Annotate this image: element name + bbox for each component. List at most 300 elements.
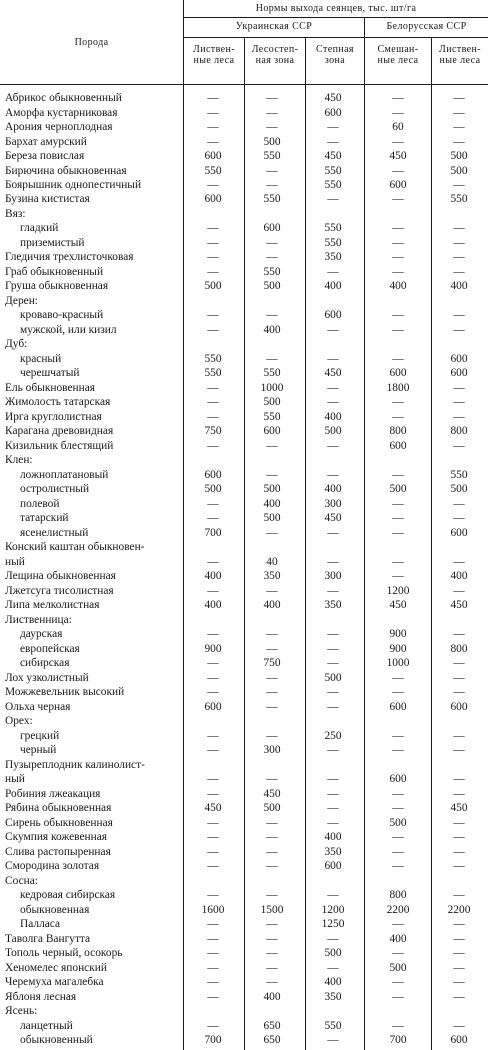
table-row bbox=[0, 773, 488, 786]
norm-value-cell: — bbox=[266, 628, 278, 641]
subheader-ukr-steppe: Степная зона bbox=[316, 44, 354, 66]
norm-value-cell: — bbox=[453, 947, 465, 959]
table-row bbox=[0, 802, 488, 815]
table-row bbox=[0, 440, 488, 453]
table-row bbox=[0, 817, 488, 830]
table-row bbox=[0, 556, 488, 569]
species-name: обыкновенный bbox=[20, 1034, 93, 1046]
species-name: Лиственница: bbox=[5, 613, 72, 626]
norm-value-cell: — bbox=[207, 990, 219, 1003]
norm-value-cell: — bbox=[453, 990, 465, 1003]
norm-value-cell: 600 bbox=[263, 425, 281, 438]
norm-value-cell: — bbox=[207, 309, 219, 322]
table-row bbox=[0, 947, 488, 960]
norm-value-cell: 900 bbox=[389, 642, 407, 655]
species-name: Дуб: bbox=[5, 338, 28, 351]
norm-value-cell: — bbox=[207, 744, 219, 757]
norm-value-cell: — bbox=[327, 526, 339, 539]
norm-value-cell: 400 bbox=[204, 599, 222, 612]
norm-value-cell: 600 bbox=[324, 309, 342, 322]
norm-value-cell: — bbox=[266, 121, 278, 133]
table-row bbox=[0, 498, 488, 511]
table-row bbox=[0, 628, 488, 641]
norm-value-cell: — bbox=[207, 179, 219, 191]
norm-value-cell: 400 bbox=[324, 831, 342, 844]
table-row bbox=[0, 831, 488, 844]
species-name: Арония черноплодная bbox=[5, 121, 113, 133]
norm-value-cell: — bbox=[392, 309, 404, 322]
norm-value-cell: — bbox=[207, 323, 219, 336]
norm-value-cell: 500 bbox=[389, 961, 407, 974]
norm-value-cell: 550 bbox=[263, 367, 281, 380]
species-name: черешчатый bbox=[20, 367, 80, 380]
norm-value-cell: — bbox=[327, 439, 339, 452]
norm-value-cell: 550 bbox=[450, 468, 468, 481]
norm-value-cell: — bbox=[266, 309, 278, 322]
norm-value-cell: — bbox=[266, 686, 278, 699]
norm-value-cell: — bbox=[453, 92, 465, 104]
norm-value-cell: — bbox=[266, 860, 278, 873]
norm-value-cell: — bbox=[327, 468, 339, 481]
table-row bbox=[0, 614, 488, 627]
norm-value-cell: — bbox=[453, 860, 465, 873]
norm-value-cell: 800 bbox=[389, 425, 407, 438]
norm-value-cell: 450 bbox=[450, 599, 468, 612]
norm-value-cell: 450 bbox=[389, 599, 407, 612]
species-name: Груша обыкновенная bbox=[5, 280, 109, 293]
norm-value-cell: — bbox=[392, 468, 404, 481]
table-row bbox=[0, 179, 488, 192]
species-name: Ель обыкновенная bbox=[5, 381, 96, 394]
norm-value-cell: 600 bbox=[263, 222, 281, 235]
norm-value-cell: — bbox=[392, 744, 404, 757]
norm-value-cell: — bbox=[266, 773, 278, 786]
norm-value-cell: — bbox=[207, 497, 219, 510]
species-name: Слива растопыренная bbox=[5, 845, 111, 858]
table-row bbox=[0, 599, 488, 612]
norm-value-cell: 350 bbox=[263, 570, 281, 583]
norm-value-cell: — bbox=[453, 744, 465, 757]
norm-value-cell: 400 bbox=[450, 280, 468, 293]
norm-value-cell: — bbox=[392, 497, 404, 510]
species-name: Клен: bbox=[5, 454, 33, 467]
norm-value-cell: 1250 bbox=[321, 918, 345, 931]
norm-value-cell: 500 bbox=[263, 802, 281, 815]
table-row bbox=[0, 846, 488, 859]
table-row bbox=[0, 324, 488, 337]
species-name: Бархат амурский bbox=[5, 135, 87, 148]
norm-value-cell: — bbox=[327, 802, 339, 815]
table-row bbox=[0, 150, 488, 163]
norm-value-cell: — bbox=[266, 816, 278, 829]
species-name: сибирская bbox=[20, 657, 70, 670]
norm-value-cell: — bbox=[266, 961, 278, 974]
norm-value-cell: — bbox=[453, 121, 465, 133]
norm-value-cell: — bbox=[327, 193, 339, 206]
species-name: Пузыреплодник калинолист- bbox=[5, 758, 145, 771]
norm-value-cell: — bbox=[327, 686, 339, 699]
norm-value-cell: 500 bbox=[204, 280, 222, 293]
table-row bbox=[0, 251, 488, 264]
norm-value-cell: — bbox=[453, 179, 465, 191]
species-name: Сирень обыкновенная bbox=[5, 816, 113, 829]
table-row bbox=[0, 918, 488, 931]
norm-value-cell: 700 bbox=[389, 1034, 407, 1046]
norm-value-cell: — bbox=[392, 410, 404, 423]
species-name: Рябина обыкновенная bbox=[5, 802, 112, 815]
species-name: Лещина обыкновенная bbox=[5, 570, 116, 583]
norm-value-cell: 550 bbox=[204, 367, 222, 380]
table-row bbox=[0, 744, 488, 757]
table-row bbox=[0, 266, 488, 279]
table-row bbox=[0, 962, 488, 975]
norm-value-cell: — bbox=[453, 236, 465, 249]
table-row bbox=[0, 672, 488, 685]
norm-value-cell: 500 bbox=[263, 483, 281, 496]
norm-value-cell: — bbox=[207, 947, 219, 959]
norm-value-cell: — bbox=[207, 236, 219, 249]
norm-value-cell: — bbox=[453, 961, 465, 974]
table-row bbox=[0, 382, 488, 395]
norm-value-cell: — bbox=[453, 628, 465, 641]
species-name: Таволга Вангутта bbox=[5, 932, 91, 945]
norm-value-cell: 1500 bbox=[260, 903, 284, 916]
norm-value-cell: — bbox=[392, 990, 404, 1003]
norm-value-cell: 500 bbox=[263, 396, 281, 409]
species-name: Тополь черный, осокорь bbox=[5, 947, 123, 959]
norm-value-cell: — bbox=[392, 570, 404, 583]
table-row bbox=[0, 165, 488, 178]
norm-value-cell: — bbox=[327, 961, 339, 974]
norm-value-cell: — bbox=[453, 918, 465, 931]
species-name: Робиния лжеакация bbox=[5, 787, 101, 800]
norm-value-cell: — bbox=[392, 164, 404, 177]
norm-value-cell: — bbox=[327, 628, 339, 641]
species-name: Липа мелколистная bbox=[5, 599, 100, 612]
norm-value-cell: — bbox=[392, 251, 404, 264]
norm-value-cell: 400 bbox=[389, 280, 407, 293]
norm-value-cell: 400 bbox=[324, 280, 342, 293]
species-name: Дерен: bbox=[5, 294, 38, 307]
norm-value-cell: 600 bbox=[204, 150, 222, 162]
species-name: даурская bbox=[20, 628, 63, 641]
norm-value-cell: 600 bbox=[204, 700, 222, 713]
norm-value-cell: — bbox=[207, 671, 219, 684]
species-name: европейская bbox=[20, 642, 80, 655]
norm-value-cell: 500 bbox=[263, 280, 281, 293]
norm-value-cell: 400 bbox=[263, 497, 281, 510]
table-row bbox=[0, 295, 488, 308]
norm-value-cell: 550 bbox=[263, 410, 281, 423]
norm-value-cell: — bbox=[266, 976, 278, 988]
norm-value-cell: 400 bbox=[450, 570, 468, 583]
norm-value-cell: — bbox=[392, 106, 404, 119]
norm-value-cell: — bbox=[266, 729, 278, 742]
norm-value-cell: — bbox=[392, 92, 404, 104]
norm-value-cell: — bbox=[327, 700, 339, 713]
table-row bbox=[0, 425, 488, 438]
norm-value-cell: — bbox=[453, 512, 465, 525]
norm-value-cell: 450 bbox=[263, 787, 281, 800]
norm-value-cell: — bbox=[207, 657, 219, 670]
norm-value-cell: — bbox=[392, 352, 404, 365]
norm-value-cell: — bbox=[266, 889, 278, 902]
norm-value-cell: — bbox=[392, 222, 404, 235]
norm-value-cell: 600 bbox=[450, 700, 468, 713]
species-name: Хеномелес японский bbox=[5, 961, 107, 974]
species-name: ясенелистный bbox=[20, 526, 89, 539]
norm-value-cell: 400 bbox=[389, 932, 407, 945]
table-row bbox=[0, 860, 488, 873]
species-name: мужской, или кизил bbox=[20, 323, 117, 336]
norm-value-cell: — bbox=[453, 309, 465, 322]
norm-value-cell: — bbox=[266, 947, 278, 959]
species-name: Бирючина обыкновенная bbox=[5, 164, 127, 177]
norm-value-cell: — bbox=[453, 976, 465, 988]
norm-value-cell: — bbox=[453, 410, 465, 423]
norm-value-cell: — bbox=[207, 222, 219, 235]
norm-value-cell: 250 bbox=[324, 729, 342, 742]
table-row bbox=[0, 541, 488, 554]
norm-value-cell: — bbox=[392, 671, 404, 684]
norm-value-cell: 500 bbox=[389, 483, 407, 496]
norm-value-cell: 650 bbox=[263, 1034, 281, 1046]
norm-value-cell: 550 bbox=[204, 352, 222, 365]
norm-value-cell: — bbox=[207, 265, 219, 278]
norm-value-cell: — bbox=[327, 352, 339, 365]
norm-value-cell: — bbox=[392, 686, 404, 699]
norm-value-cell: 550 bbox=[263, 193, 281, 206]
table-row bbox=[0, 686, 488, 699]
norm-value-cell: 700 bbox=[204, 526, 222, 539]
norm-value-cell: — bbox=[392, 236, 404, 249]
norm-value-cell: — bbox=[392, 787, 404, 800]
norm-value-cell: 450 bbox=[324, 512, 342, 525]
norm-value-cell: 800 bbox=[389, 889, 407, 902]
norm-value-cell: — bbox=[207, 628, 219, 641]
species-name: Вяз: bbox=[5, 207, 26, 220]
table-row bbox=[0, 585, 488, 598]
norm-value-cell: 500 bbox=[324, 947, 342, 959]
norm-value-cell: 350 bbox=[324, 251, 342, 264]
species-name: Смородина золотая bbox=[5, 860, 100, 873]
norm-value-cell: — bbox=[207, 816, 219, 829]
norm-value-cell: — bbox=[207, 396, 219, 409]
norm-value-cell: — bbox=[327, 396, 339, 409]
table-row bbox=[0, 701, 488, 714]
norm-value-cell: 450 bbox=[324, 150, 342, 162]
table-row bbox=[0, 512, 488, 525]
norm-value-cell: 1000 bbox=[386, 657, 410, 670]
norm-value-cell: 300 bbox=[324, 570, 342, 583]
norm-value-cell: 600 bbox=[204, 468, 222, 481]
norms-title: Нормы выхода сеянцев, тыс. шт/га bbox=[255, 3, 417, 14]
norm-value-cell: — bbox=[207, 961, 219, 974]
norm-value-cell: 500 bbox=[324, 671, 342, 684]
norm-value-cell: — bbox=[453, 671, 465, 684]
norm-value-cell: — bbox=[327, 135, 339, 148]
norm-value-cell: 800 bbox=[450, 425, 468, 438]
norm-value-cell: — bbox=[453, 265, 465, 278]
norm-value-cell: 500 bbox=[450, 164, 468, 177]
table-row bbox=[0, 730, 488, 743]
norm-value-cell: 600 bbox=[450, 352, 468, 365]
norm-value-cell: 400 bbox=[263, 323, 281, 336]
norm-value-cell: — bbox=[207, 410, 219, 423]
norm-value-cell: — bbox=[392, 526, 404, 539]
norm-value-cell: — bbox=[392, 193, 404, 206]
norm-value-cell: 550 bbox=[263, 265, 281, 278]
norm-value-cell: — bbox=[453, 584, 465, 597]
species-name: Сосна: bbox=[5, 874, 38, 887]
table-row bbox=[0, 222, 488, 235]
norm-value-cell: — bbox=[392, 918, 404, 931]
norm-value-cell: 600 bbox=[389, 439, 407, 452]
norm-value-cell: 550 bbox=[324, 1019, 342, 1032]
norm-value-cell: 400 bbox=[324, 483, 342, 496]
table-row bbox=[0, 92, 488, 105]
norm-value-cell: — bbox=[327, 932, 339, 945]
species-name: Черемуха магалебка bbox=[5, 976, 104, 988]
norm-value-cell: 550 bbox=[450, 193, 468, 206]
norm-value-cell: — bbox=[392, 396, 404, 409]
norm-value-cell: 500 bbox=[204, 483, 222, 496]
norm-value-cell: — bbox=[207, 773, 219, 786]
norm-value-cell: — bbox=[327, 657, 339, 670]
norm-value-cell: — bbox=[392, 947, 404, 959]
norm-value-cell: — bbox=[207, 92, 219, 104]
norm-value-cell: 600 bbox=[389, 179, 407, 191]
norm-value-cell: — bbox=[453, 773, 465, 786]
norm-value-cell: — bbox=[207, 1019, 219, 1032]
column-header-species: Порода bbox=[74, 37, 109, 48]
species-name: Орех: bbox=[5, 715, 33, 728]
norm-value-cell: 500 bbox=[450, 150, 468, 162]
subheader-bel-deciduous: Листвен- ные леса bbox=[439, 44, 481, 66]
norm-value-cell: — bbox=[207, 251, 219, 264]
norm-value-cell: — bbox=[327, 584, 339, 597]
norm-value-cell: — bbox=[392, 729, 404, 742]
norm-value-cell: 1200 bbox=[386, 584, 410, 597]
table-row bbox=[0, 657, 488, 670]
table-row bbox=[0, 715, 488, 728]
norm-value-cell: — bbox=[207, 106, 219, 119]
norm-value-cell: — bbox=[327, 889, 339, 902]
header-rule-groups bbox=[184, 17, 488, 18]
norm-value-cell: 400 bbox=[204, 570, 222, 583]
norm-value-cell: — bbox=[266, 236, 278, 249]
species-name: Бузина кистистая bbox=[5, 193, 90, 206]
norm-value-cell: — bbox=[453, 1019, 465, 1032]
group-ukrainian-ssr: Украинская ССР bbox=[235, 21, 313, 32]
norm-value-cell: — bbox=[266, 468, 278, 481]
norm-value-cell: — bbox=[392, 555, 404, 568]
norm-value-cell: 400 bbox=[324, 410, 342, 423]
norm-value-cell: — bbox=[453, 831, 465, 844]
norm-value-cell: 550 bbox=[324, 179, 342, 191]
table-row bbox=[0, 353, 488, 366]
species-name: Ольха черная bbox=[5, 700, 71, 713]
norm-value-cell: 1800 bbox=[386, 381, 410, 394]
species-name: остролистный bbox=[20, 483, 90, 496]
norm-value-cell: 450 bbox=[450, 802, 468, 815]
norm-value-cell: — bbox=[207, 860, 219, 873]
table-row bbox=[0, 367, 488, 380]
norm-value-cell: — bbox=[207, 787, 219, 800]
norm-value-cell: — bbox=[266, 845, 278, 858]
table-row bbox=[0, 469, 488, 482]
norm-value-cell: — bbox=[266, 642, 278, 655]
species-name: полевой bbox=[20, 497, 60, 510]
table-row bbox=[0, 309, 488, 322]
table-row bbox=[0, 193, 488, 206]
norm-value-cell: — bbox=[392, 135, 404, 148]
norm-value-cell: 750 bbox=[263, 657, 281, 670]
norm-value-cell: — bbox=[453, 439, 465, 452]
norm-value-cell: — bbox=[207, 121, 219, 133]
species-name: Ирга круглолистная bbox=[5, 410, 102, 423]
species-name: кедровая сибирская bbox=[20, 889, 116, 902]
norm-value-cell: — bbox=[392, 1019, 404, 1032]
norm-value-cell: — bbox=[392, 802, 404, 815]
norm-value-cell: 500 bbox=[450, 483, 468, 496]
norm-value-cell: — bbox=[327, 1034, 339, 1046]
table-row bbox=[0, 338, 488, 351]
species-name: гладкий bbox=[20, 222, 59, 235]
norm-value-cell: 300 bbox=[263, 744, 281, 757]
norm-value-cell: — bbox=[266, 439, 278, 452]
norm-value-cell: 350 bbox=[324, 599, 342, 612]
norm-value-cell: — bbox=[453, 729, 465, 742]
norm-value-cell: 600 bbox=[324, 860, 342, 873]
norm-value-cell: 2200 bbox=[386, 903, 410, 916]
norm-value-cell: 550 bbox=[204, 164, 222, 177]
species-name: Конский каштан обыкновен- bbox=[5, 541, 145, 554]
norm-value-cell: — bbox=[207, 686, 219, 699]
norm-value-cell: 550 bbox=[263, 150, 281, 162]
table-row bbox=[0, 454, 488, 467]
norm-value-cell: 40 bbox=[266, 555, 278, 568]
norm-value-cell: — bbox=[207, 976, 219, 988]
norm-value-cell: — bbox=[392, 265, 404, 278]
species-name: ный bbox=[5, 773, 25, 786]
norm-value-cell: — bbox=[207, 889, 219, 902]
norm-value-cell: — bbox=[266, 700, 278, 713]
norm-value-cell: — bbox=[392, 512, 404, 525]
table-row bbox=[0, 643, 488, 656]
norm-value-cell: — bbox=[266, 352, 278, 365]
norm-value-cell: 450 bbox=[324, 367, 342, 380]
norm-value-cell: 650 bbox=[263, 1019, 281, 1032]
table-row bbox=[0, 1034, 488, 1047]
norm-value-cell: — bbox=[266, 932, 278, 945]
norm-value-cell: 1000 bbox=[260, 381, 284, 394]
norm-value-cell: 600 bbox=[450, 526, 468, 539]
species-name: Палласа bbox=[20, 918, 61, 931]
norm-value-cell: 1600 bbox=[201, 903, 225, 916]
norm-value-cell: — bbox=[207, 135, 219, 148]
norm-value-cell: 600 bbox=[450, 367, 468, 380]
subheader-ukr-deciduous: Листвен- ные леса bbox=[193, 44, 235, 66]
norm-value-cell: 500 bbox=[324, 425, 342, 438]
species-name: Боярышник однопестичный bbox=[5, 179, 142, 191]
norm-value-cell: — bbox=[266, 584, 278, 597]
norm-value-cell: — bbox=[453, 251, 465, 264]
norm-value-cell: 400 bbox=[263, 990, 281, 1003]
norm-value-cell: — bbox=[207, 555, 219, 568]
norm-value-cell: 800 bbox=[450, 642, 468, 655]
norm-value-cell: — bbox=[453, 787, 465, 800]
